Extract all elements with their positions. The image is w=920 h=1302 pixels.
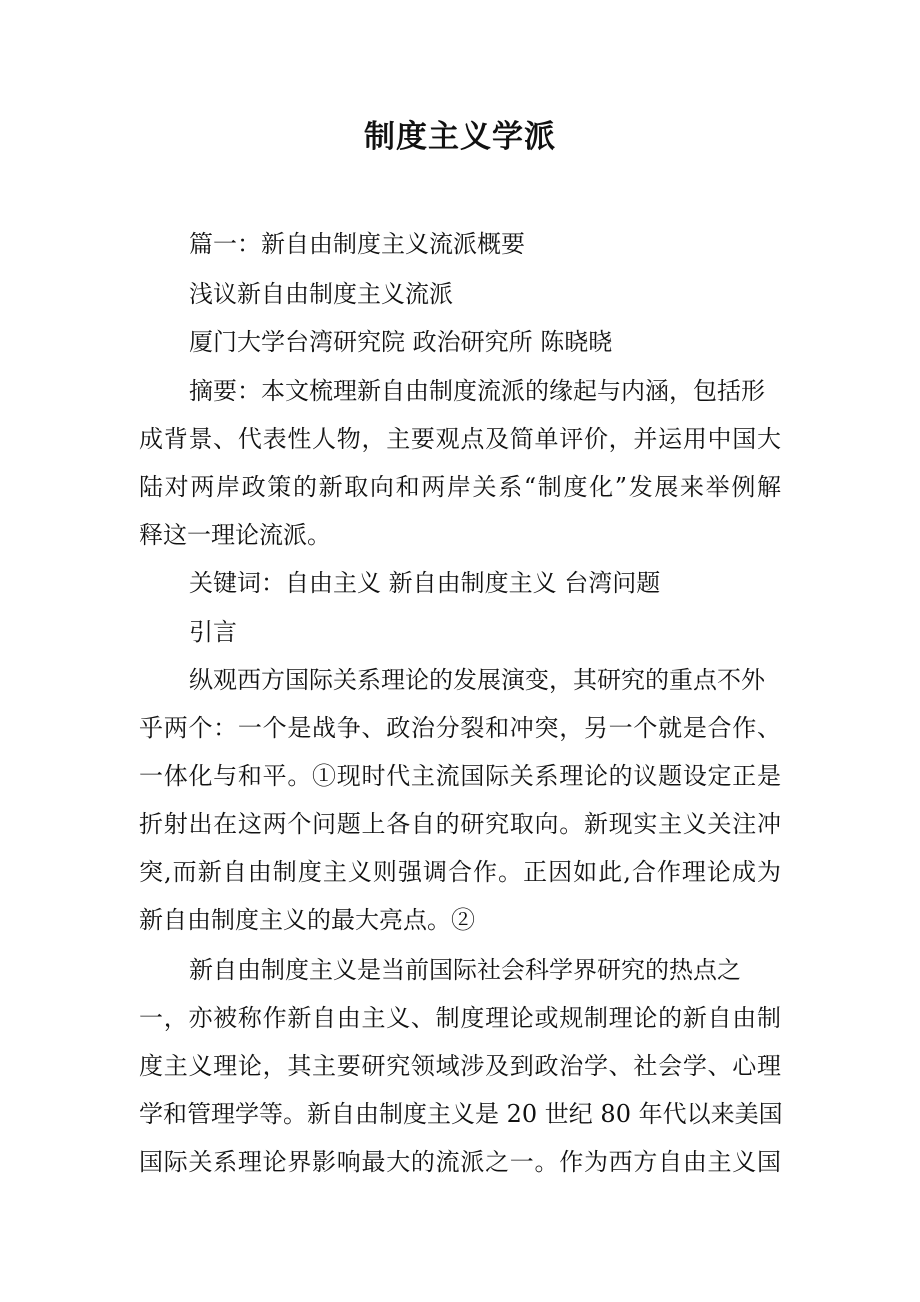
paragraph-line: 一，亦被称作新自由主义、制度理论或规制理论的新自由制 — [139, 1004, 781, 1032]
paragraph-line: 突,而新自由制度主义则强调合作。正因如此,合作理论成为 — [139, 858, 781, 886]
article-title: 浅议新自由制度主义流派 — [189, 280, 453, 308]
abstract-line: 成背景、代表性人物，主要观点及简单评价，并运用中国大 — [139, 425, 781, 453]
paragraph-line: 国际关系理论界影响最大的流派之一。作为西方自由主义国 — [139, 1148, 781, 1176]
paragraph-line: 纵观西方国际关系理论的发展演变，其研究的重点不外 — [189, 666, 765, 694]
section-heading: 篇一：新自由制度主义流派概要 — [189, 230, 525, 258]
paragraph-line: 新自由制度主义的最大亮点。② — [139, 906, 475, 934]
paragraph-line: 新自由制度主义是当前国际社会科学界研究的热点之 — [189, 956, 741, 984]
paragraph-line: 折射出在这两个问题上各自的研究取向。新现实主义关注冲 — [139, 810, 781, 838]
paragraph-line: 一体化与和平。①现时代主流国际关系理论的议题设定正是 — [139, 762, 781, 790]
paragraph-line: 度主义理论，其主要研究领域涉及到政治学、社会学、心理 — [139, 1052, 781, 1080]
abstract-line: 释这一理论流派。 — [139, 521, 331, 549]
document-title: 制度主义学派 — [364, 119, 556, 155]
paragraph-line: 学和管理学等。新自由制度主义是 20 世纪 80 年代以来美国 — [139, 1100, 783, 1128]
keywords-line: 关键词：自由主义 新自由制度主义 台湾问题 — [189, 569, 661, 597]
abstract-line: 摘要：本文梳理新自由制度流派的缘起与内涵，包括形 — [189, 377, 765, 405]
paragraph-line: 乎两个：一个是战争、政治分裂和冲突，另一个就是合作、 — [139, 714, 781, 742]
abstract-line: 陆对两岸政策的新取向和两岸关系“制度化”发展来举例解 — [139, 473, 781, 501]
intro-heading: 引言 — [189, 618, 237, 646]
author-affiliation: 厦门大学台湾研究院 政治研究所 陈晓晓 — [189, 328, 613, 356]
